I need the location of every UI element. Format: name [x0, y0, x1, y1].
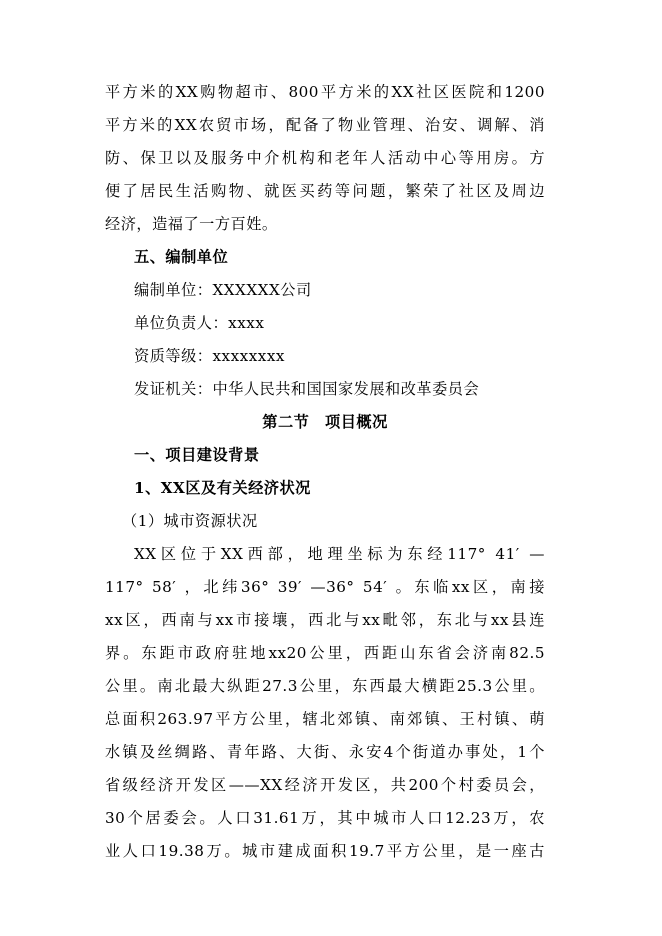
intro-line-1: 平方米的XX购物超市、800平方米的XX社区医院和1200 — [105, 83, 545, 101]
body-line-9: 30个居委会。人口31.61万，其中城市人口12.23万，农 — [105, 809, 545, 827]
section5-unit: 编制单位：XXXXXX公司 — [134, 281, 312, 299]
body-line-8: 省级经济开发区——XX经济开发区，共200个村委员会， — [105, 776, 545, 794]
body-line-3: xx区，西南与xx市接壤，西北与xx毗邻，东北与xx县连 — [105, 611, 545, 629]
section5-heading: 五、编制单位 — [134, 248, 229, 266]
body-line-10: 业人口19.38万。城市建成面积19.7平方公里，是一座古 — [105, 842, 545, 860]
intro-line-4: 便了居民生活购物、就医买药等问题，繁荣了社区及周边 — [105, 182, 545, 200]
heading-economic-status: 1、XX区及有关经济状况 — [134, 479, 311, 497]
subheading-city-resources: （1）城市资源状况 — [122, 512, 258, 530]
section5-responsible: 单位负责人：xxxx — [134, 314, 265, 332]
body-line-1: XX区位于XX西部，地理坐标为东经117° 41′ — — [134, 545, 545, 563]
body-line-5: 公里。南北最大纵距27.3公里，东西最大横距25.3公里。 — [105, 677, 545, 695]
body-line-7: 水镇及丝绸路、青年路、大街、永安4个街道办事处，1个 — [105, 743, 545, 761]
heading-project-background: 一、项目建设背景 — [134, 446, 260, 464]
section2-title: 第二节 项目概况 — [262, 413, 388, 431]
section5-issuer: 发证机关：中华人民共和国国家发展和改革委员会 — [134, 380, 480, 398]
body-line-4: 界。东距市政府驻地xx20公里，西距山东省会济南82.5 — [105, 644, 545, 662]
section5-qualification: 资质等级：xxxxxxxx — [134, 347, 285, 365]
body-line-6: 总面积263.97平方公里，辖北郊镇、南郊镇、王村镇、萌 — [105, 710, 545, 728]
body-line-2: 117° 58′ ，北纬36° 39′ —36° 54′ 。东临xx区，南接 — [105, 578, 545, 596]
intro-line-3: 防、保卫以及服务中介机构和老年人活动中心等用房。方 — [105, 149, 545, 167]
intro-line-5: 经济，造福了一方百姓。 — [105, 215, 278, 233]
intro-line-2: 平方米的XX农贸市场，配备了物业管理、治安、调解、消 — [105, 116, 545, 134]
